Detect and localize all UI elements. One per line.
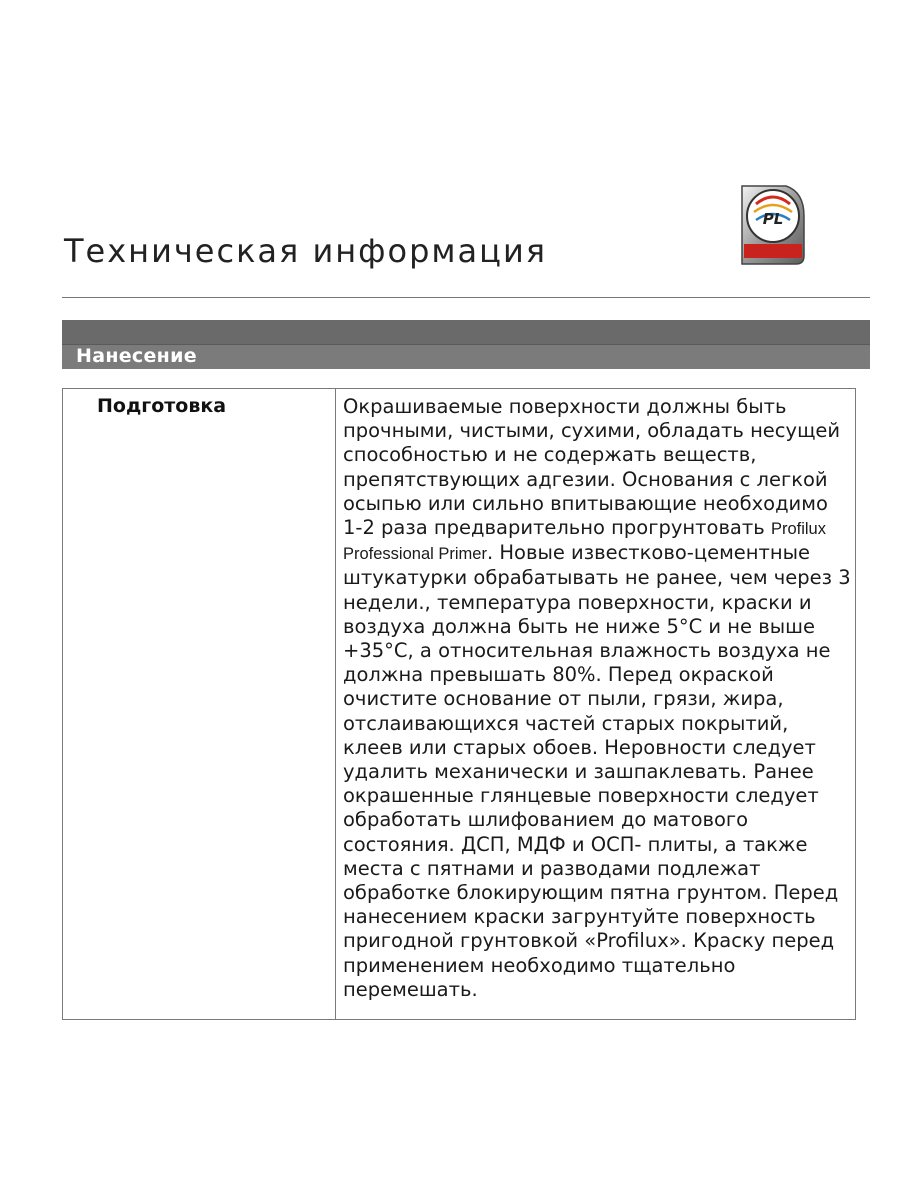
title-divider (62, 297, 870, 298)
page-title: Техническая информация (64, 232, 547, 270)
logo-initials: PL (762, 210, 784, 228)
preparation-text-part2: . Новые известково-цементные штукатурки обрабатывать не ранее, чем через 3 недели., температура поверхности, краски и воздуха должна быть не ниже 5°С и не выше +35°С, а относительная влажность воздуха не должна превышать 80%. Перед окраской очистите основание от пыли, грязи, жира, отслаивающихся частей старых покрытий, клеев или старых обоев. Неровности следует удалить механически и зашпаклевать. Ранее окрашенные глянцевые поверхности следует обработать шлифованием до матового состояния. ДСП, МДФ и ОСП- плиты, а также места с пятнами и разводами подлежат обработке блокирующим пятна грунтом. Перед нанесением краски загрунтуйте поверхность пригодной грунтовкой «Profilux». Краску перед применением необходимо тщательно перемешать. (343, 541, 851, 1001)
table-column-divider (335, 389, 336, 1019)
row-text-preparation (343, 395, 853, 1002)
row-label-preparation: Подготовка (97, 395, 227, 417)
profilux-logo-icon (736, 182, 808, 268)
preparation-text-part1: Окрашиваемые поверхности должны быть прочными, чистыми, сухими, обладать несущей способностью и не содержать веществ, препятствующих адгезии. Основания с легкой осыпью или сильно впитывающие необходимо 1-2 раза предварительно прогрунтовать (343, 395, 841, 540)
info-table (62, 388, 856, 1020)
section-title: Нанесение (76, 345, 197, 367)
primer-product-name: Profilux Professional Primer (343, 520, 826, 564)
